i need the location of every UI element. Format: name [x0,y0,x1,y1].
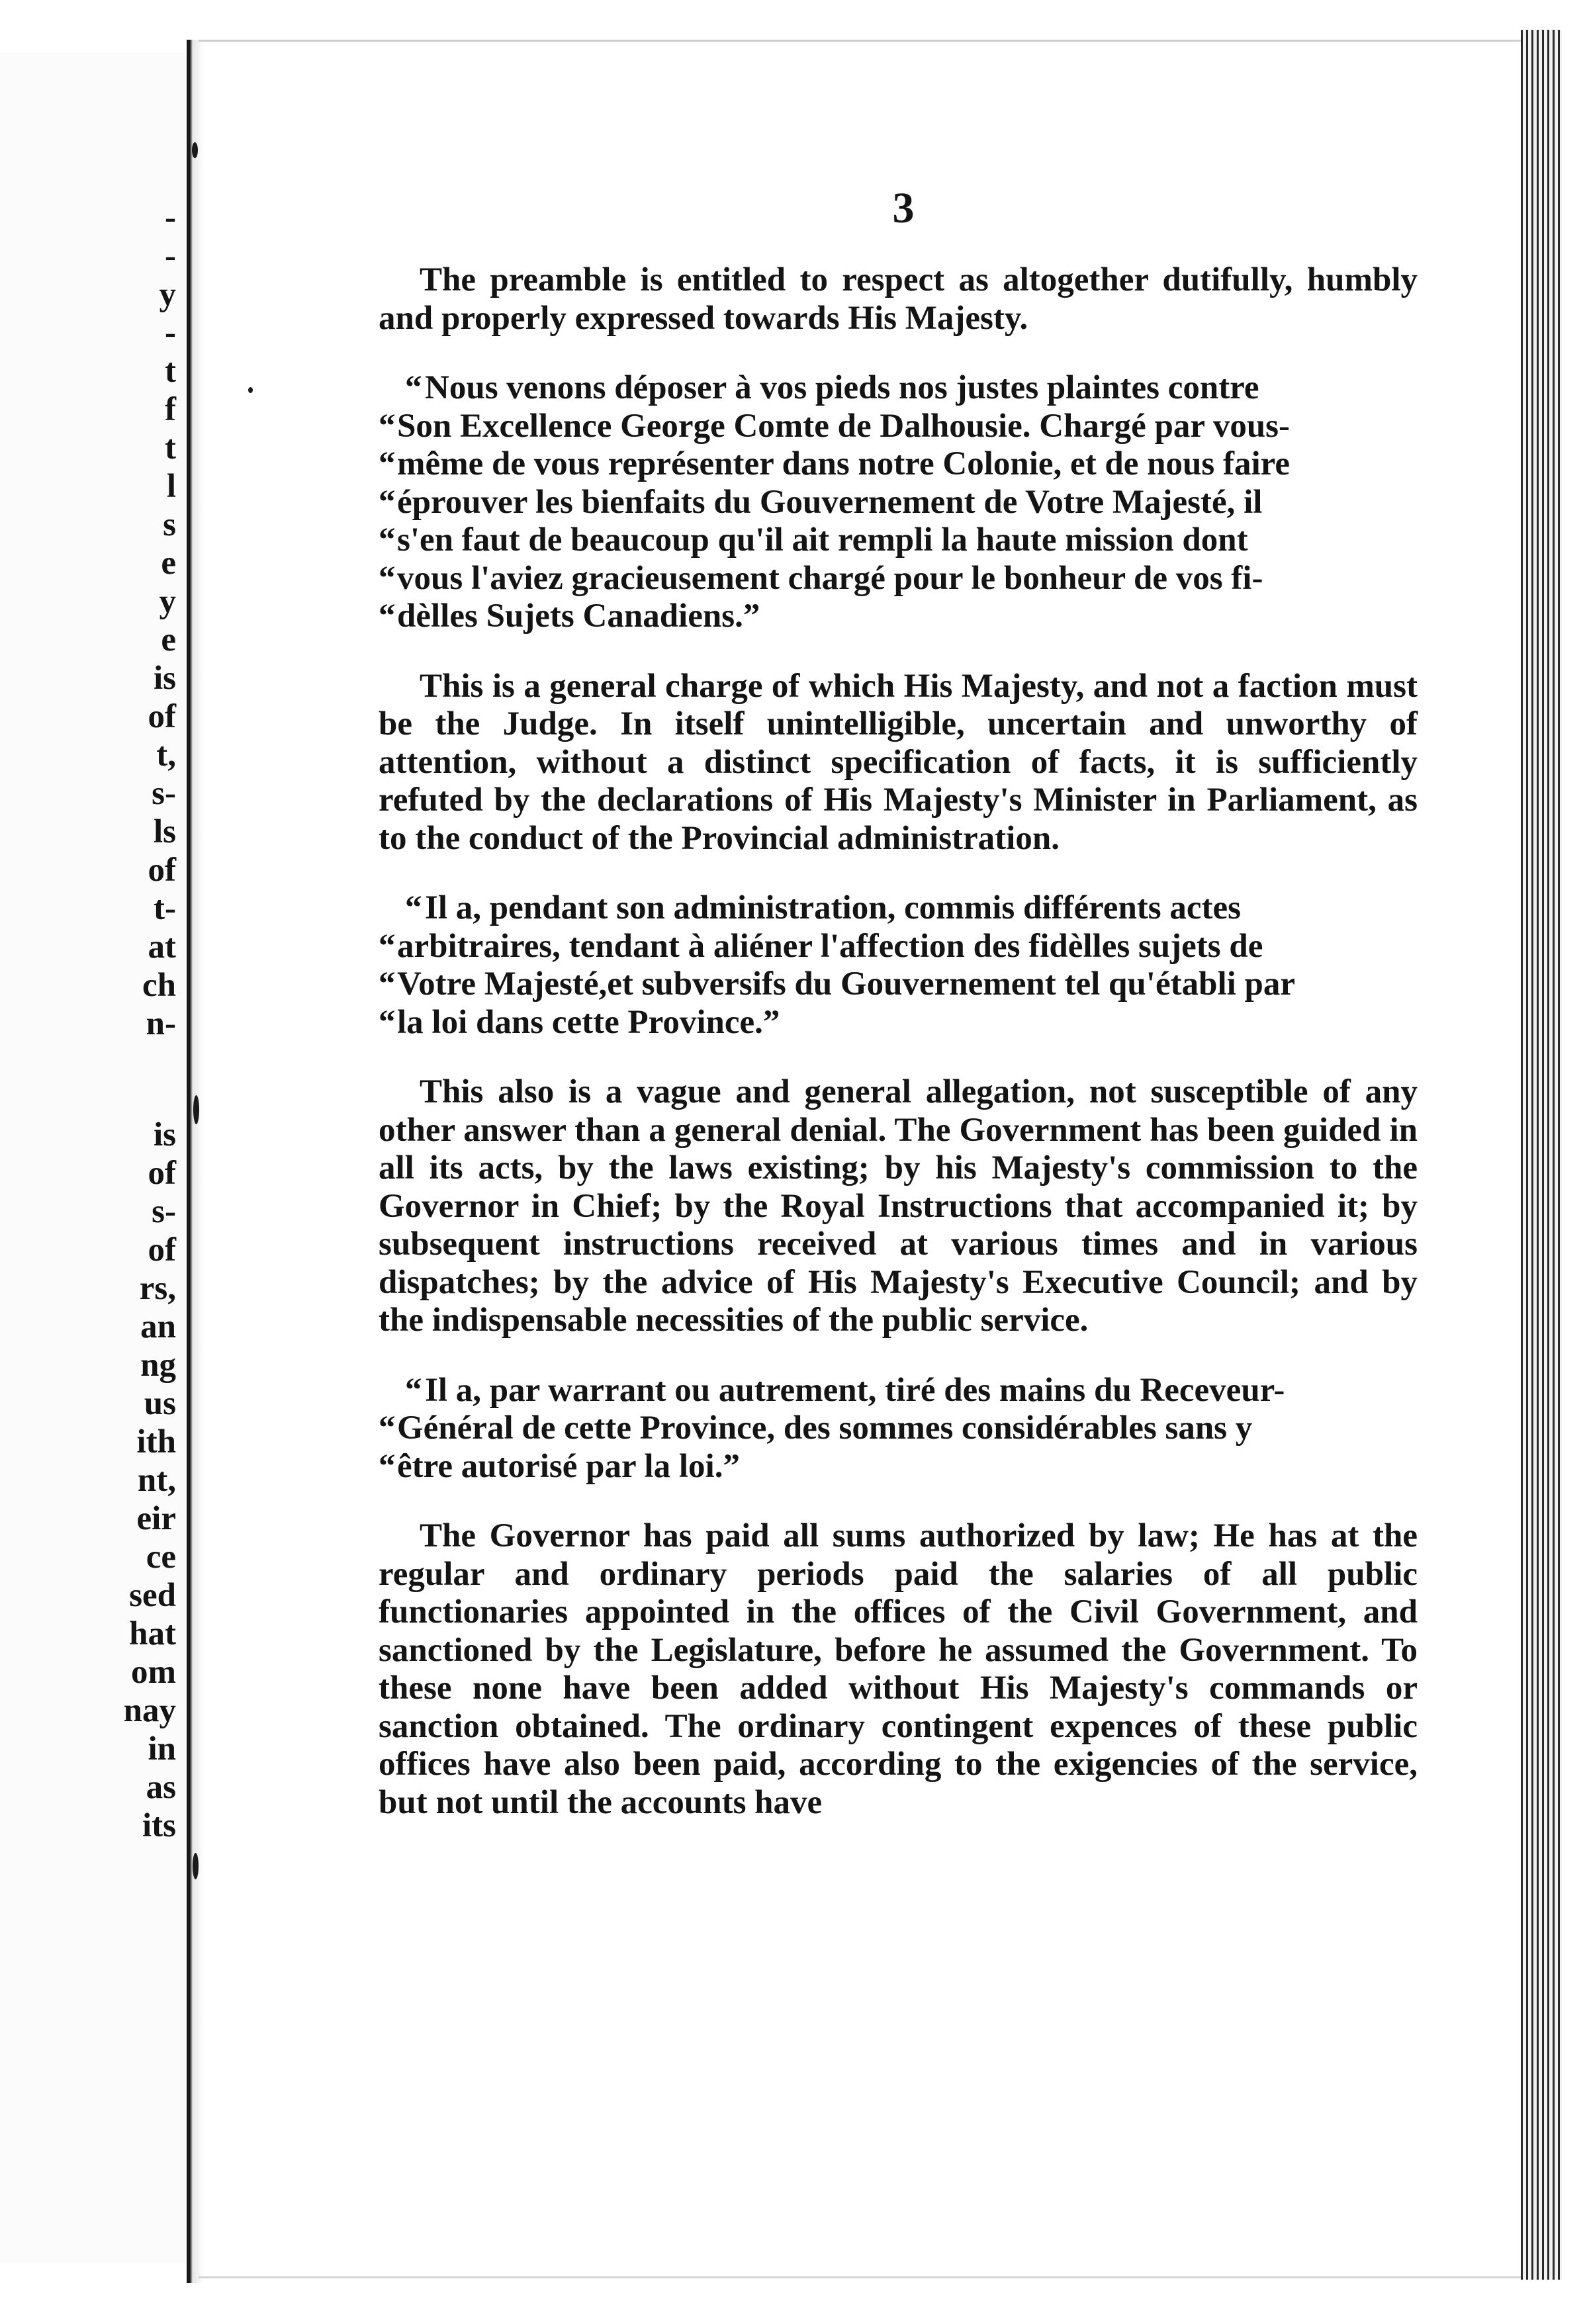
quote-line [379,1003,1418,1042]
facing-page-line-fragment: is [153,660,176,697]
binding-mark [193,1095,199,1124]
quote-line [379,1409,1418,1448]
quote-mark: “ [405,369,422,406]
facing-page-line-fragment: rs, [139,1270,176,1307]
quote-line [397,369,1418,408]
quote-line [379,407,1418,446]
facing-page-line-fragment: f [165,391,176,428]
quote-mark: “ [379,598,396,635]
quote-line [379,927,1418,966]
facing-page-line-fragment: ls [153,813,176,850]
facing-page-line-fragment: of [148,698,176,735]
facing-page-line-fragment: at [148,928,176,965]
paragraph-vague-allegation: This also is a vague and general allegation, not susceptible of any other answer than a general denial. The Government has been guided in all its acts, by the laws existing; by his Majesty's commission to the Governor in Chief; by the Royal Instructions that accompanied it; by subsequent instructions received at various times and in various dispatches; by the advice of His Majesty's Executive Council; and by the indispensable necessities of the public service. [379,1073,1418,1339]
quote-line-text: même de vous représenter dans notre Colonie, et de nous faire [397,445,1291,482]
quote-line [379,965,1418,1004]
quote-mark: “ [379,407,396,445]
facing-page-line-fragment: t- [154,890,176,927]
facing-page-line-fragment: s- [152,775,176,812]
facing-page-line-fragment: as [146,1769,176,1806]
quote-mark: “ [379,445,396,482]
body-text [379,261,1418,1822]
quote-line [379,483,1418,522]
quote-complaint-dalhousie [379,369,1418,636]
facing-page-line-fragment: t [165,429,176,467]
quote-line [379,598,1418,636]
facing-page-line-fragment: of [148,1231,176,1269]
facing-page-line-fragment: e [161,545,176,582]
quote-warrant-sums [379,1372,1418,1486]
paragraph-preamble: The preamble is entitled to respect as altogether dutifully, humbly and properly expressed towards His Majesty. [379,261,1418,337]
paragraph-general-charge: This is a general charge of which His Majesty, and not a faction must be the Judge. In itself unintelligible, uncertain and unworthy of attention, without a distinct specification of facts, it is sufficiently refuted by the declarations of His Majesty's Minister in Parliament, as to the conduct of the Provincial administration. [379,667,1418,857]
quote-mark: “ [379,927,396,965]
quote-line-text: Général de cette Province, des sommes considérables sans y [397,1409,1253,1447]
quote-line-text: Son Excellence George Comte de Dalhousie. Chargé par vous- [397,407,1291,445]
quote-line-text: éprouver les bienfaits du Gouvernement de Votre Majesté, il [397,483,1263,521]
facing-page-fragment [0,53,185,2263]
quote-arbitrary-acts [379,889,1418,1042]
binding-mark [193,1853,199,1879]
quote-mark: “ [405,1371,422,1409]
facing-page-line-fragment: t, [156,737,176,774]
quote-line [379,521,1418,560]
quote-line-text: Il a, pendant son administration, commis différents actes [425,889,1241,926]
page-bottom-edge [199,2276,1562,2278]
quote-mark: “ [379,1003,396,1041]
quote-line-text: Votre Majesté,et subversifs du Gouvernement tel qu'établi par [397,965,1296,1003]
facing-page-line-fragment: om [131,1654,176,1691]
quote-line-text: la loi dans cette Province.” [397,1003,780,1041]
print-speck [248,387,253,393]
facing-page-line-fragment: e [161,621,176,658]
quote-line [379,1447,1418,1486]
facing-page-line-fragment: of [148,1155,176,1192]
quote-mark: “ [379,965,396,1003]
facing-page-line-fragment: its [142,1807,176,1844]
facing-page-line-fragment: ith [136,1423,176,1460]
facing-page-line-fragment: us [144,1385,176,1422]
facing-page-line-fragment: y [159,583,176,620]
facing-page-line-fragment: s [163,506,176,543]
facing-page-line-fragment: n- [146,1005,176,1042]
quote-line-text: vous l'aviez gracieusement chargé pour le bonheur de vos fi- [397,559,1263,597]
facing-page-line-fragment: t [165,353,176,390]
quote-mark: “ [405,889,422,926]
facing-page-line-fragment: - [165,238,176,275]
facing-page-line-fragment: ce [146,1539,176,1576]
facing-page-line-fragment: - [165,199,176,236]
quote-line-text: Nous venons déposer à vos pieds nos justes plaintes contre [425,369,1259,406]
quote-line [379,445,1418,484]
page-number: 3 [892,184,915,232]
quote-mark: “ [379,521,396,559]
quote-line [397,1372,1418,1410]
facing-page-line-fragment: in [148,1730,176,1767]
facing-page-line-fragment: s- [152,1193,176,1230]
facing-page-line-fragment: an [140,1308,176,1345]
facing-page-line-fragment: sed [129,1577,176,1614]
page-stack-edge [1521,30,1562,2280]
quote-line-text: s'en faut de beaucoup qu'il ait rempli la haute mission dont [397,521,1248,559]
quote-mark: “ [379,559,396,597]
quote-line-text: dèlles Sujets Canadiens.” [397,598,760,635]
facing-page-line-fragment: nay [123,1692,176,1729]
facing-page-line-fragment: ch [142,967,176,1004]
facing-page-line-fragment: eir [136,1500,176,1537]
facing-page-line-fragment: y [159,276,176,313]
facing-page-line-fragment: l [166,468,176,505]
quote-line-text: Il a, par warrant ou autrement, tiré des mains du Receveur- [425,1371,1285,1409]
facing-page-line-fragment: hat [129,1615,176,1652]
background-margin [1562,0,1587,2324]
page-top-edge [199,40,1562,42]
quote-mark: “ [379,1409,396,1447]
binding-mark [192,142,198,158]
quote-line [379,559,1418,598]
paragraph-governor-paid: The Governor has paid all sums authorized by law; He has at the regular and ordinary periods paid the salaries of all public functionaries appointed in the offices of the Civil Government, and sanctioned by the Legislature, before he assumed the Government. To these none have been added without His Majesty's commands or sanction obtained. The ordinary contingent expences of these public offices have also been paid, according to the exigencies of the service, but not until the accounts have [379,1517,1418,1821]
facing-page-line-fragment: ng [140,1347,176,1384]
quote-mark: “ [379,1447,396,1485]
quote-line-text: arbitraires, tendant à aliéner l'affection des fidèlles sujets de [397,927,1263,965]
quote-line [397,889,1418,928]
quote-mark: “ [379,483,396,521]
quote-line-text: être autorisé par la loi.” [397,1447,740,1485]
facing-page-line-fragment: - [165,314,176,351]
binding-gutter [187,40,204,2283]
facing-page-line-fragment: is [153,1116,176,1153]
facing-page-line-fragment: nt, [137,1462,176,1499]
facing-page-line-fragment: of [148,852,176,889]
